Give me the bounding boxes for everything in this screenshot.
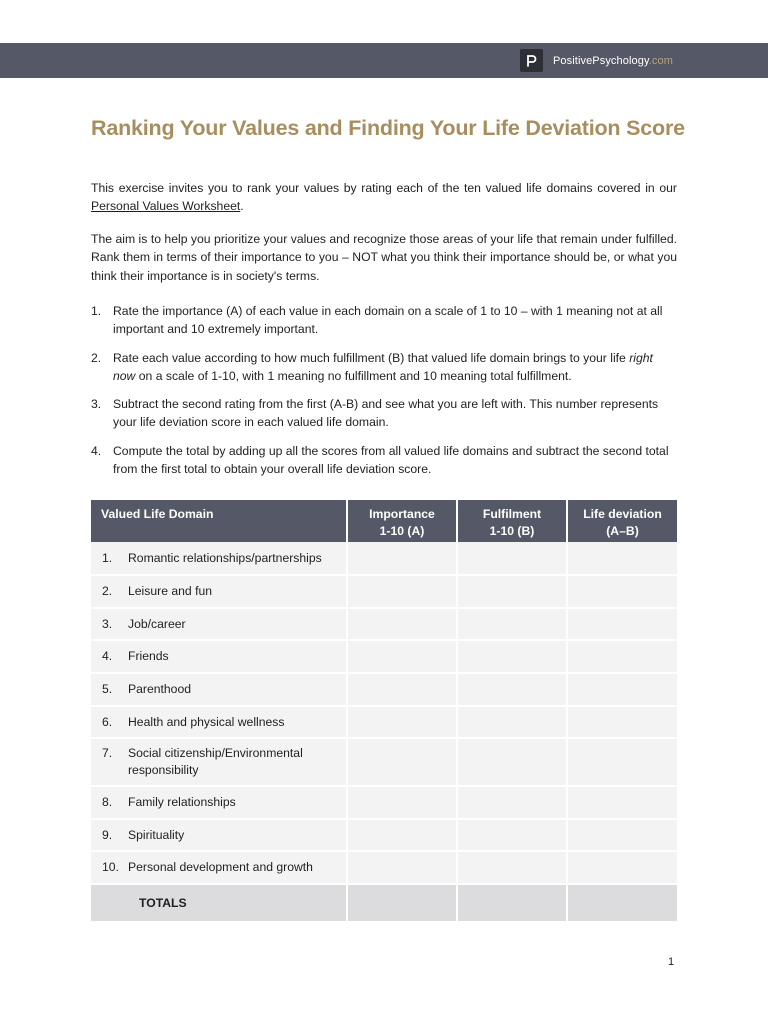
importance-cell[interactable] [348,820,458,852]
deviation-cell[interactable] [568,739,677,787]
step-item: 1. Rate the importance (A) of each value in each domain on a scale of 1 to 10 – with 1 meaning not at all important and 10 extremely important. [91,304,663,337]
step-item: 4. Compute the total by adding up all the scores from all valued life domains and subtract the second total from the first total to obtain your overall life deviation score. [91,443,669,477]
deviation-cell[interactable] [568,542,677,576]
importance-cell[interactable] [348,576,458,609]
importance-cell[interactable] [348,739,458,787]
fulfilment-cell[interactable] [458,609,568,641]
fulfilment-cell[interactable] [458,542,568,576]
table-row [91,787,677,820]
page-title: Ranking Your Values and Finding Your Life Deviation Score [91,116,685,140]
deviation-cell[interactable] [568,609,677,641]
intro-paragraph-1: This exercise invites you to rank your values by rating each of the ten valued life domains covered in our Personal Values Worksheet. [91,181,677,214]
table-header-row [91,500,677,542]
deviation-total-cell[interactable] [568,885,677,923]
header-fulfilment: Fulfilment 1-10 (B) [458,500,568,542]
fulfilment-cell[interactable] [458,707,568,739]
brand-suffix: .com [648,54,673,67]
importance-total-cell[interactable] [348,885,458,923]
fulfilment-total-cell[interactable] [458,885,568,923]
deviation-cell[interactable] [568,820,677,852]
table-row [91,576,677,609]
values-table [91,500,677,923]
domain-cell: 7. Social citizenship/Environmental responsibility [91,739,348,787]
importance-cell[interactable] [348,609,458,641]
importance-cell[interactable] [348,707,458,739]
table-row [91,707,677,739]
brand[interactable] [520,49,673,72]
fulfilment-cell[interactable] [458,739,568,787]
domain-cell: 6. Health and physical wellness [91,707,348,739]
importance-cell[interactable] [348,852,458,885]
domain-cell: 10. Personal development and growth [91,852,348,885]
table-row [91,641,677,674]
fulfilment-cell[interactable] [458,674,568,707]
domain-cell: 1. Romantic relationships/partnerships [91,542,348,576]
domain-cell: 2. Leisure and fun [91,576,348,609]
brand-logo-icon [520,49,543,72]
totals-label-cell [91,885,348,923]
table-row [91,852,677,885]
deviation-cell[interactable] [568,787,677,820]
totals-row [91,885,677,923]
deviation-cell[interactable] [568,674,677,707]
deviation-cell[interactable] [568,641,677,674]
header-bar [0,43,768,78]
fulfilment-cell[interactable] [458,787,568,820]
instruction-steps [91,302,677,488]
deviation-cell[interactable] [568,707,677,739]
domain-cell: 4. Friends [91,641,348,674]
table-row [91,542,677,576]
totals-label: TOTALS [139,895,187,910]
step-item: 2. Rate each value according to how much fulfillment (B) that valued life domain brings to your life right now on a scale of 1-10, with 1 meaning no fulfillment and 10 meaning total fulfillment. [91,350,653,383]
importance-cell[interactable] [348,674,458,707]
fulfilment-cell[interactable] [458,641,568,674]
header-valued-life-domain: Valued Life Domain [91,500,348,542]
fulfilment-cell[interactable] [458,820,568,852]
deviation-cell[interactable] [568,576,677,609]
domain-cell: 9. Spirituality [91,820,348,852]
page-number: 1 [668,956,675,968]
table-row [91,820,677,852]
step-item: 3. Subtract the second rating from the first (A-B) and see what you are left with. This number represents your life deviation score in each valued life domain. [91,397,659,430]
domain-cell: 3. Job/career [91,609,348,641]
personal-values-worksheet-link[interactable]: Personal Values Worksheet [91,199,241,214]
header-life-deviation: Life deviation (A–B) [568,500,677,542]
header-importance: Importance 1-10 (A) [348,500,458,542]
intro-paragraph-2: The aim is to help you prioritize your values and recognize those areas of your life that remain under fulfilled. Rank them in terms of their importance to you – NOT what you think their importance should be, or what you think their importance is in society's terms. [91,232,677,283]
importance-cell[interactable] [348,641,458,674]
p-logo-icon [524,53,539,68]
table-row [91,609,677,641]
importance-cell[interactable] [348,787,458,820]
fulfilment-cell[interactable] [458,852,568,885]
table-row [91,739,677,787]
brand-name: PositivePsychology.com [552,54,673,67]
table-row [91,674,677,707]
importance-cell[interactable] [348,542,458,576]
fulfilment-cell[interactable] [458,576,568,609]
deviation-cell[interactable] [568,852,677,885]
domain-cell: 8. Family relationships [91,787,348,820]
domain-cell: 5. Parenthood [91,674,348,707]
